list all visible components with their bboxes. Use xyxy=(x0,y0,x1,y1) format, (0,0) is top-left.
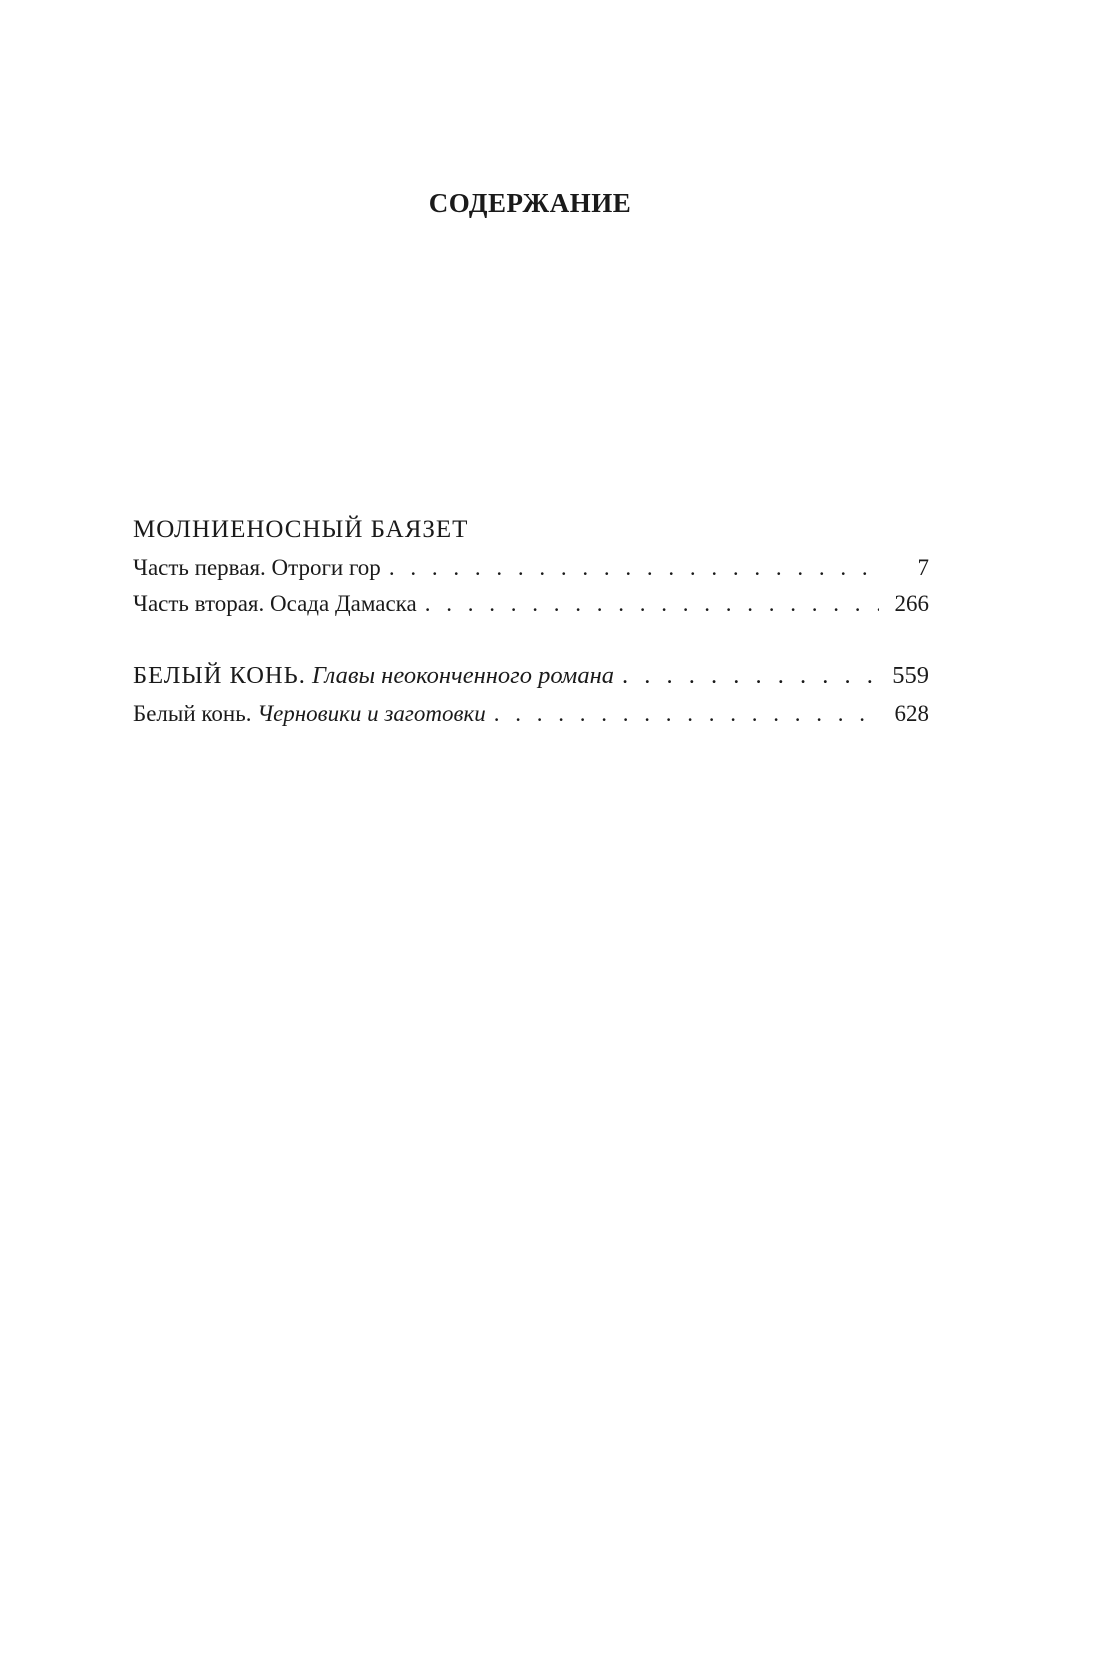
toc-entry-label: Часть первая. Отроги гор xyxy=(133,555,381,580)
toc-entry-label: Часть вторая. Осада Дамаска xyxy=(133,591,417,616)
toc-entry[interactable] xyxy=(133,586,929,622)
toc-entry-plain: Белый конь. xyxy=(133,701,252,726)
toc-entry-subtitle: Черновики и заготовки xyxy=(257,701,486,726)
toc-entry-label xyxy=(133,696,486,732)
dot-leader xyxy=(389,550,879,586)
toc-page-number: 7 xyxy=(917,555,929,580)
toc-entry[interactable] xyxy=(133,656,929,696)
dot-leader xyxy=(622,656,879,696)
table-of-contents xyxy=(133,510,929,732)
toc-entry-subtitle: Главы неоконченного романа xyxy=(311,662,614,689)
toc-entry[interactable] xyxy=(133,550,929,586)
toc-page-number: 559 xyxy=(892,662,929,689)
toc-entry-caps: БЕЛЫЙ КОНЬ. xyxy=(133,662,306,689)
toc-entry[interactable] xyxy=(133,696,929,732)
toc-page-number: 628 xyxy=(894,701,929,726)
page-title: СОДЕРЖАНИЕ xyxy=(428,188,632,218)
toc-page-number: 266 xyxy=(894,591,929,616)
section-spacer xyxy=(133,622,929,656)
dot-leader xyxy=(425,586,879,622)
toc-entry-label xyxy=(133,656,614,696)
dot-leader xyxy=(494,696,879,732)
section-heading: МОЛНИЕНОСНЫЙ БАЯЗЕТ xyxy=(133,516,469,543)
